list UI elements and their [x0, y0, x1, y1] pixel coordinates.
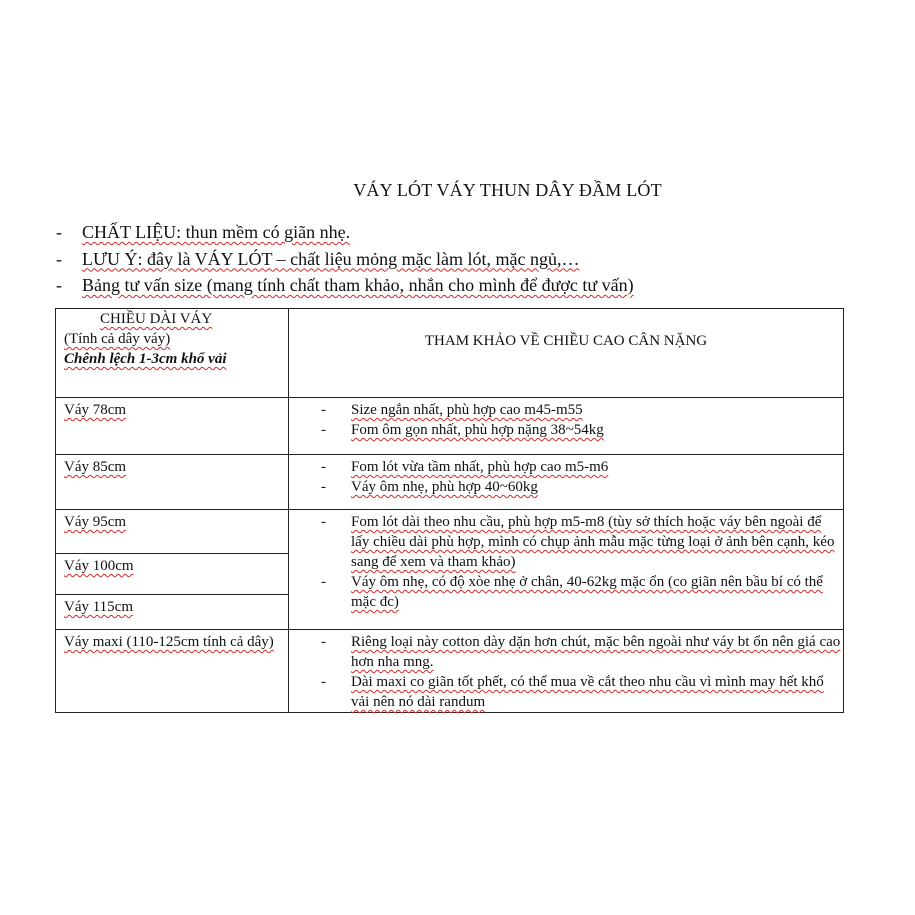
note-item: - Váy ôm nhẹ, phù hợp 40~60kg: [321, 477, 843, 497]
header-length-tolerance: Chênh lệch 1-3cm khổ vải: [64, 351, 227, 367]
notes-cell: [289, 455, 844, 510]
note-item: - Dài maxi co giãn tốt phết, có thể mua về cắt theo nhu cầu vì mình may hết khổ vải nên nó dài randum: [321, 672, 843, 712]
header-length-cell: [56, 309, 289, 398]
bullet-text: LƯU Ý: đây là VÁY LÓT – chất liệu mỏng mặc làm lót, mặc ngủ,…: [82, 248, 580, 269]
header-reference-cell: THAM KHẢO VỀ CHIỀU CAO CÂN NẶNG: [289, 309, 844, 398]
note-item: - Riêng loại này cotton dày dặn hơn chút, mặc bên ngoài như váy bt ổn nên giá cao hơn nha mng.: [321, 632, 843, 672]
bullet-dash: -: [56, 275, 62, 295]
bullet-dash: -: [56, 222, 62, 242]
size-cell: Váy 85cm: [56, 455, 289, 510]
table-row: [56, 630, 844, 713]
bullet-text: Bảng tư vấn size (mang tính chất tham khảo, nhắn cho mình để được tư vấn): [82, 275, 634, 295]
table-row: [56, 510, 844, 554]
size-cell: Váy maxi (110-125cm tính cả dây): [56, 630, 289, 713]
size-cell: Váy 95cm: [56, 510, 289, 554]
shared-notes-cell: [289, 510, 844, 630]
notes-cell: [289, 630, 844, 713]
table-row: [56, 398, 844, 455]
size-cell: Váy 100cm: [56, 554, 289, 595]
bullet-list: [56, 219, 846, 299]
header-length-subtitle: (Tính cả dây váy): [64, 331, 171, 347]
note-item: - Size ngắn nhất, phù hợp cao m45-m55: [321, 400, 843, 420]
size-cell: Váy 115cm: [56, 595, 289, 630]
bullet-dash: -: [56, 248, 62, 269]
notes-cell: [289, 398, 844, 455]
size-cell: Váy 78cm: [56, 398, 289, 455]
header-length-title: CHIỀU DÀI VÁY: [100, 311, 213, 327]
bullet-size-guide: [56, 272, 846, 299]
note-item: - Fom lót vừa tầm nhất, phù hợp cao m5-m6: [321, 457, 843, 477]
note-item: - Fom ôm gọn nhất, phù hợp nặng 38~54kg: [321, 420, 843, 440]
note-item: - Fom lót dài theo nhu cầu, phù hợp m5-m8 (tùy sở thích hoặc váy bên ngoài để lấy chiều dài phù hợp, mình có chụp ảnh mẫu mặc từng loại ở ảnh bên cạnh, kéo sang để xem và tham khảo): [321, 512, 843, 572]
document-title: VÁY LÓT VÁY THUN DÂY ĐẦM LÓT: [353, 180, 662, 200]
bullet-material: [56, 219, 846, 246]
table-row: [56, 455, 844, 510]
table-header-row: [56, 309, 844, 398]
bullet-note: [56, 246, 846, 273]
bullet-text: CHẤT LIỆU: thun mềm có giãn nhẹ.: [82, 222, 351, 242]
size-table: [55, 308, 844, 713]
note-item: - Váy ôm nhẹ, có độ xòe nhẹ ở chân, 40-62kg mặc ổn (co giãn nên bầu bí có thể mặc đc): [321, 572, 843, 612]
